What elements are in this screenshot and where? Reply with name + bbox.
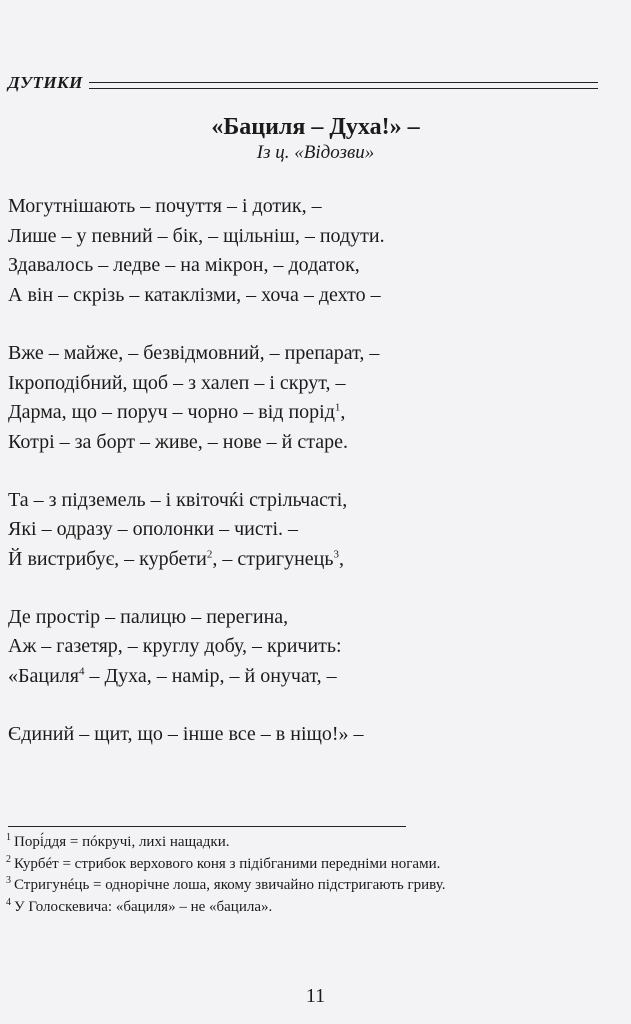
header-double-rule bbox=[89, 82, 598, 89]
line-text: Вже – майже, – безвідмовний, – препарат, – bbox=[8, 341, 380, 364]
poem-line bbox=[8, 662, 608, 692]
line-text: Єдиний – щит, що – інше все – в ніщо!» – bbox=[8, 722, 364, 745]
line-text: Могутнішають – почуття – і дотик, – bbox=[8, 195, 322, 217]
footnote-text: Порі́ддя = пóкручі, лихі нащадки. bbox=[14, 834, 230, 850]
footnote bbox=[6, 854, 621, 876]
line-text: Та – з підземель – і квіточќі стрільчасті, bbox=[8, 488, 348, 511]
line-text: Де простір – палицю – перегина, bbox=[8, 605, 289, 628]
footnote-separator bbox=[8, 826, 406, 827]
poem-line bbox=[8, 486, 608, 516]
line-text: Які – одразу – ополонки – чисті. – bbox=[8, 518, 299, 541]
poem-line bbox=[8, 251, 608, 281]
poem-line bbox=[8, 222, 608, 252]
line-text: Здавалось – ледве – на мікрон, – додаток, bbox=[8, 254, 360, 277]
footnote bbox=[6, 832, 621, 854]
poem-line bbox=[8, 369, 608, 399]
line-text: , bbox=[340, 401, 346, 424]
poem-line bbox=[8, 720, 608, 750]
footnote-text: У Голоскевича: «бациля» – не «бацила». bbox=[14, 898, 273, 915]
line-text: Дарма, що – поруч – чорно – від порід bbox=[8, 401, 335, 424]
footnote-text: Курбéт = стрибок верхового коня з підібганими передніми ногами. bbox=[14, 855, 441, 872]
poem-line bbox=[8, 192, 608, 222]
footnote-marker: 2 bbox=[206, 548, 213, 561]
running-title: ДУТИКИ bbox=[8, 73, 83, 92]
line-text: А він – скрізь – катаклізми, – хоча – дехто – bbox=[8, 284, 381, 307]
line-text: , – стригунець bbox=[212, 548, 334, 571]
poem-line bbox=[8, 603, 608, 633]
poem-line bbox=[8, 339, 608, 369]
poem-title: «Бациля – Духа!» – bbox=[211, 114, 420, 140]
poem-line bbox=[8, 545, 608, 575]
stanza bbox=[8, 720, 608, 750]
footnote-marker: 3 bbox=[333, 548, 339, 561]
poem-line bbox=[8, 281, 608, 311]
line-text: «Бациля bbox=[8, 665, 79, 688]
poem-line bbox=[8, 428, 608, 458]
stanza bbox=[8, 603, 608, 692]
running-header bbox=[8, 70, 598, 92]
line-text: Аж – газетяр, – круглу добу, – кричить: bbox=[8, 635, 342, 658]
footnote-marker: 1 bbox=[334, 401, 341, 414]
stanza bbox=[8, 192, 608, 311]
footnote-number: 1 bbox=[6, 832, 11, 843]
line-text: Й вистрибує, – курбети bbox=[8, 548, 207, 571]
footnotes bbox=[6, 832, 621, 918]
line-text: Лише – у певний – бік, – щільніш, – подути. bbox=[8, 224, 385, 247]
footnote-number: 4 bbox=[6, 896, 11, 908]
line-text: Ікроподібний, щоб – з халеп – і скрут, – bbox=[8, 371, 346, 394]
line-text: – Духа, – намір, – й онучат, – bbox=[84, 665, 337, 688]
poem-subtitle: Із ц. «Відозви» bbox=[256, 142, 375, 163]
poem-line bbox=[8, 398, 608, 428]
poem-line bbox=[8, 515, 608, 545]
footnote-text: Стригунéць = однорічне лоша, якому звичайно підстригають гриву. bbox=[14, 877, 446, 893]
footnote-number: 3 bbox=[6, 875, 11, 886]
footnote bbox=[6, 875, 621, 897]
line-text: Котрі – за борт – живе, – нове – й старе. bbox=[8, 430, 348, 453]
stanza bbox=[8, 339, 608, 458]
footnote-marker: 4 bbox=[78, 665, 85, 678]
page-number: 11 bbox=[305, 985, 326, 1007]
footnote bbox=[6, 897, 621, 919]
line-text: , bbox=[339, 548, 344, 571]
footnote-number: 2 bbox=[6, 853, 11, 865]
stanza bbox=[8, 486, 608, 575]
poem-body bbox=[8, 192, 608, 778]
poem-line bbox=[8, 632, 608, 662]
